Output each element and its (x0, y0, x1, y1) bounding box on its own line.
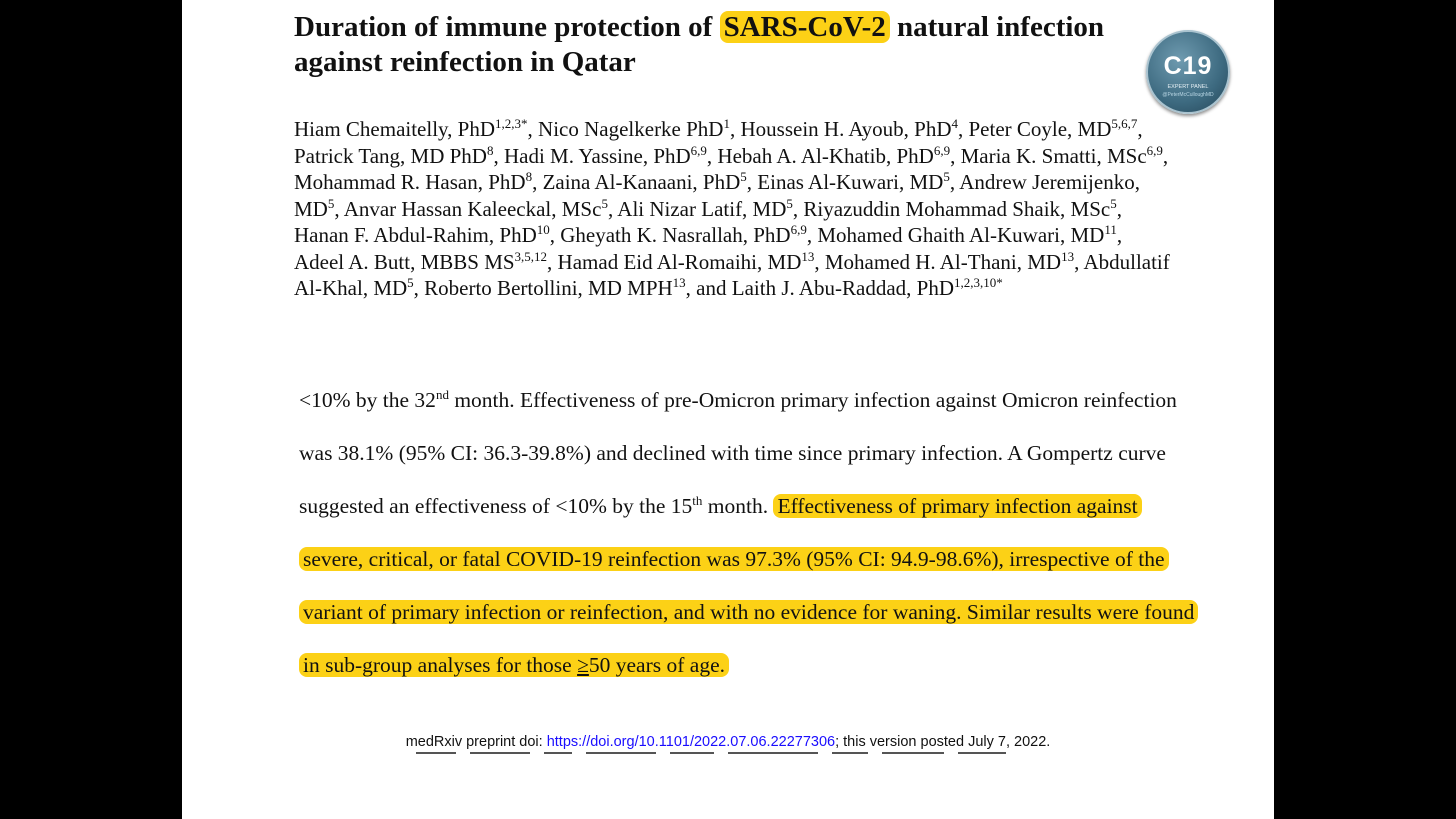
author-name: Patrick Tang, MD PhD (294, 143, 487, 168)
author-affiliation: 1 (723, 116, 730, 131)
author-affiliation: 1,2,3* (495, 116, 528, 131)
author-list (294, 116, 1174, 302)
footer-prefix: medRxiv preprint doi: (405, 734, 547, 750)
author-separator: , (334, 196, 344, 221)
author (617, 197, 793, 221)
title-highlight: SARS-CoV-2 (720, 11, 890, 43)
preprint-footer (182, 734, 1274, 750)
author-separator: , (1074, 249, 1084, 274)
author-name: Mohammad R. Hasan, PhD (294, 170, 526, 194)
author (294, 170, 532, 194)
author-name: Hebah A. Al-Khatib, PhD (717, 143, 934, 168)
author-affiliation: 8 (486, 142, 494, 158)
author-name: Adeel A. Butt, MBBS MS (294, 249, 515, 274)
author-name: Einas Al-Kuwari, MD (757, 170, 944, 194)
author-separator: , (806, 223, 818, 247)
author-name: Peter Coyle, MD (968, 117, 1112, 141)
author (740, 117, 958, 141)
author-separator: , (746, 170, 758, 194)
author-separator: , (706, 143, 718, 168)
ge-symbol: ≥ (577, 653, 589, 677)
author-name: Roberto Bertollini, MD MPH (424, 276, 673, 300)
author-affiliation: 13 (1061, 248, 1075, 264)
author-separator: , (950, 143, 961, 168)
author (961, 144, 1163, 168)
author-separator: , (532, 170, 543, 194)
author-affiliation: 5 (943, 169, 950, 184)
author-name: Mohamed H. Al-Thani, MD (824, 249, 1062, 274)
author (294, 144, 493, 168)
author-affiliation: 6,9 (790, 222, 807, 237)
author-affiliation: 4 (951, 116, 958, 131)
author (543, 170, 747, 194)
footer-suffix: ; this version posted July 7, 2022. (835, 734, 1051, 750)
author-affiliation: 13 (801, 248, 815, 264)
author-name: Hadi M. Yassine, PhD (503, 143, 691, 168)
author-affiliation: 3,5,12 (514, 248, 548, 264)
author-name: Hamad Eid Al-Romaihi, MD (557, 249, 802, 274)
body-text-3: month. (702, 494, 774, 518)
author (538, 117, 730, 141)
body-text-2: month. Effectiveness of pre-Omicron primary infection against Omicron reinfection was 38.1% (95% CI: 36.3-39.8%) and declined with time since primary infection. A Gompertz curve suggested an effectiveness of <10% by the 15 (299, 388, 1177, 518)
author-separator: , (729, 117, 741, 141)
author-affiliation: 5 (601, 195, 608, 211)
title-text-end: natural infection against reinfection in Qatar (294, 11, 1105, 78)
author-name: Anvar Hassan Kaleeckal, MSc (343, 196, 602, 221)
author-separator: , (527, 117, 539, 141)
author-affiliation: 13 (672, 275, 686, 290)
author-separator: , and (685, 276, 732, 300)
author-separator: , (413, 276, 425, 300)
author-separator: , (493, 143, 504, 168)
author (732, 276, 1003, 300)
cropped-text-line (416, 752, 1096, 755)
author-affiliation: 11 (1104, 222, 1117, 237)
author-affiliation: 6,9 (690, 142, 707, 158)
author (504, 144, 707, 168)
badge-handle: @PeterMcCulloughMD (1162, 92, 1214, 98)
author-separator: , (607, 196, 618, 221)
author-affiliation: 5 (786, 195, 793, 211)
author-affiliation: 5 (1110, 195, 1117, 211)
c19-expert-panel-logo (1146, 30, 1230, 114)
author (294, 223, 550, 247)
author-affiliation: 1,2,3,10* (953, 275, 1003, 290)
author-name: Nico Nagelkerke PhD (538, 117, 724, 141)
author-separator: , (547, 249, 558, 274)
finding-text-end: 50 years of age. (588, 653, 725, 677)
paper-title (294, 10, 1164, 80)
badge-panel: EXPERT PANEL (1167, 84, 1209, 90)
doi-link[interactable]: https://doi.org/10.1101/2022.07.06.22277306 (546, 734, 836, 750)
author-name: Andrew Jeremijenko, MD (294, 170, 1140, 221)
badge-code: C19 (1163, 52, 1213, 80)
author-name: Riyazuddin Mohammad Shaik, MSc (803, 196, 1111, 221)
author (825, 250, 1074, 274)
author-name: Abdullatif Al-Khal, MD (294, 249, 1170, 300)
slide (182, 0, 1274, 819)
author-affiliation: 6,9 (933, 142, 951, 158)
author-separator: , (949, 170, 960, 194)
author (803, 197, 1116, 221)
author-affiliation: 10 (536, 222, 550, 237)
author (424, 276, 686, 300)
author (558, 250, 815, 274)
body-text-1: <10% by the 32 (299, 388, 436, 412)
ordinal-th: th (692, 492, 703, 508)
author (757, 170, 950, 194)
author-affiliation: 5,6,7 (1111, 116, 1138, 131)
author-affiliation: 5 (740, 169, 747, 184)
finding-text: Effectiveness of primary infection against severe, critical, or fatal COVID-19 reinfection was 97.3% (95% CI: 94.9-98.6%), irrespective of the variant of primary infection or reinfection, and with no evidence for waning. Similar results were found in sub-group analyses for those (303, 494, 1195, 677)
author (294, 117, 528, 141)
author-name: Hanan F. Abdul-Rahim, PhD (294, 223, 537, 247)
title-text-start: Duration of immune protection of (294, 11, 720, 43)
author-separator: , (958, 117, 969, 141)
author-separator: , (1116, 223, 1123, 247)
author-separator: , (1116, 196, 1122, 221)
author-affiliation: 5 (407, 275, 414, 290)
author-name: Laith J. Abu-Raddad, PhD (731, 276, 954, 300)
author-name: Maria K. Smatti, MSc (960, 143, 1147, 168)
author-name: Ali Nizar Latif, MD (617, 196, 787, 221)
author (294, 250, 547, 274)
author (560, 223, 807, 247)
author (969, 117, 1138, 141)
highlighted-finding (299, 494, 1198, 677)
author-separator: , (792, 196, 804, 221)
abstract-excerpt (299, 374, 1199, 692)
author-name: Gheyath K. Nasrallah, PhD (560, 223, 791, 247)
author-separator: , (814, 249, 825, 274)
author-separator: , (549, 223, 561, 247)
author-affiliation: 8 (525, 169, 533, 184)
author-affiliation: 6,9 (1146, 142, 1163, 158)
author-name: Hiam Chemaitelly, PhD (294, 117, 496, 141)
author (817, 223, 1117, 247)
ordinal-nd: nd (435, 386, 449, 402)
author-name: Mohamed Ghaith Al-Kuwari, MD (817, 223, 1105, 247)
author-separator: , (1162, 143, 1169, 168)
author (717, 144, 950, 168)
author-separator: , (1137, 117, 1143, 141)
author-name: Zaina Al-Kanaani, PhD (542, 170, 741, 194)
author-affiliation: 5 (327, 195, 335, 211)
author-name: Houssein H. Ayoub, PhD (740, 117, 952, 141)
author (344, 197, 608, 221)
